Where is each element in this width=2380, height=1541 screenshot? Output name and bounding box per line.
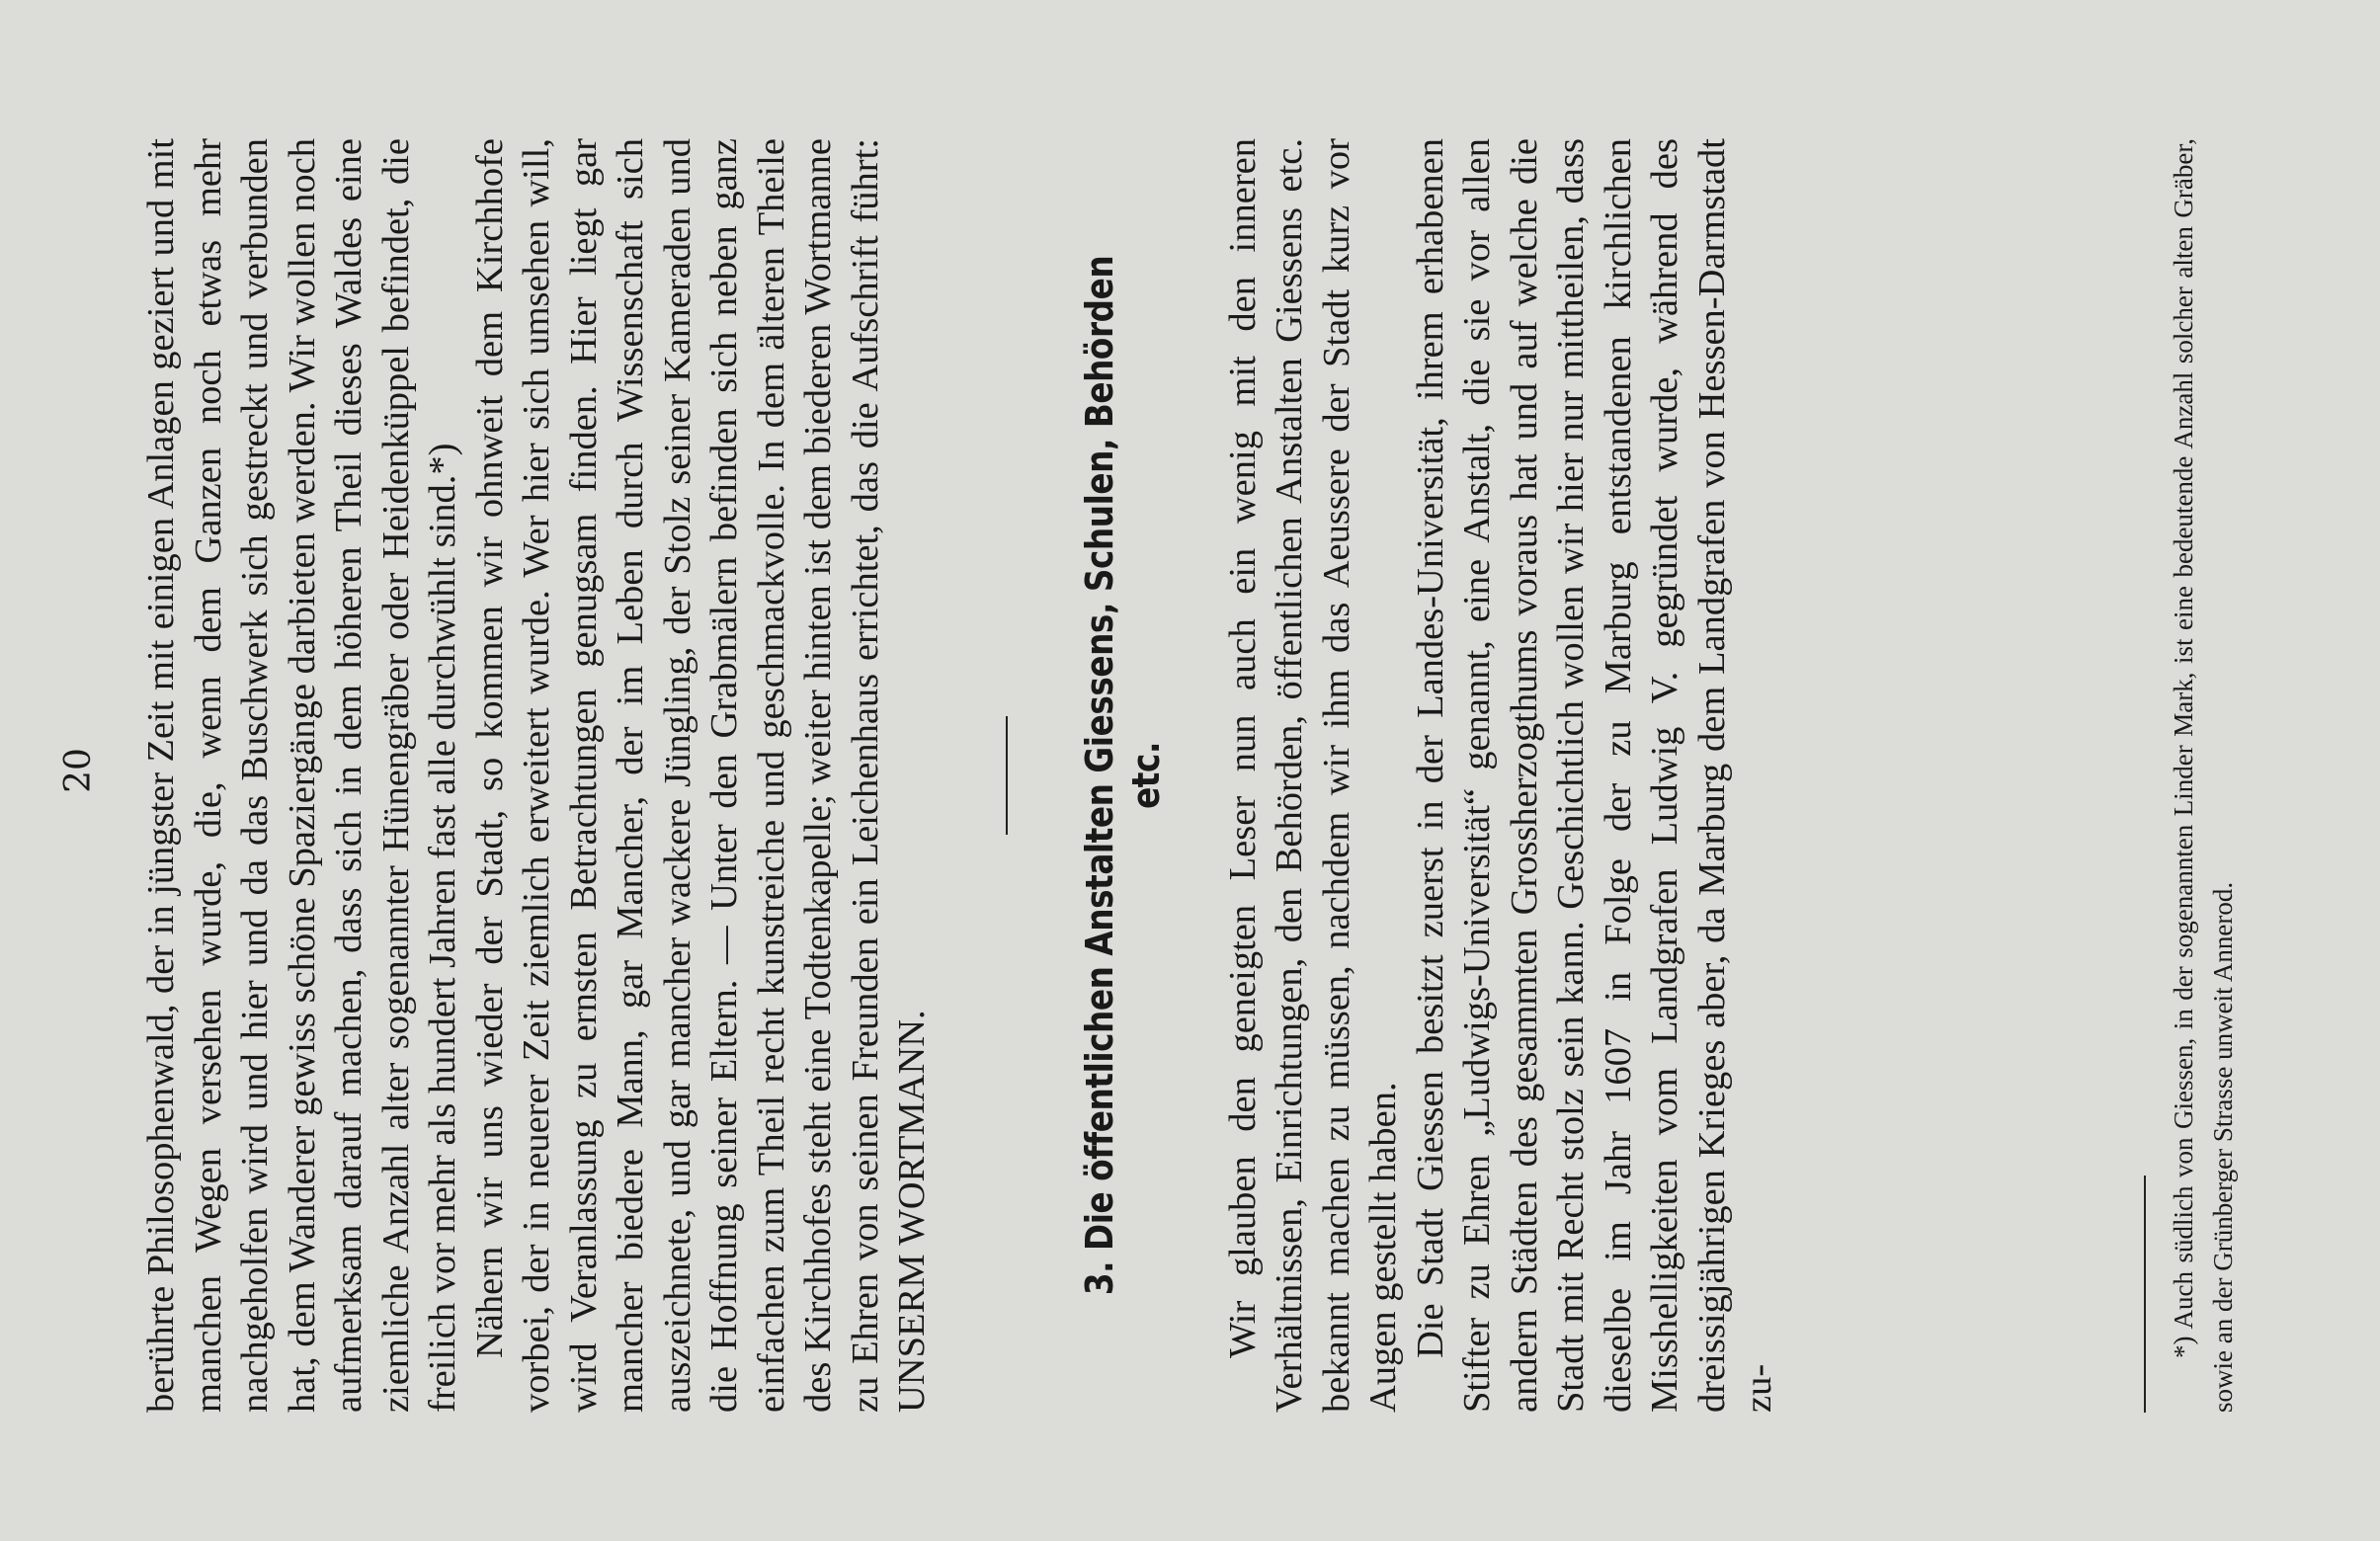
paragraph-philosophenwald: berührte Philosophenwald, der in jüngster Zeit mit einigen Anlagen geziert und mit manchen Wegen versehen wurde, die, wenn dem Ganzen noch etwas mehr nachgeholfen wird und hier und da das Buschwerk sich gestreckt und verbunden hat, dem Wanderer gewiss schöne Spaziergänge darbieten werden. Wir wollen noch aufmerksam darauf machen, dass sich in dem höheren Theil dieses Waldes eine ziemliche Anzahl alter sogenannter Hünengräber oder Heidenküppel befindet, die freilich vor mehr als hundert Jahren fast alle durchwühlt sind.*) [140, 138, 463, 1413]
paragraph-introduction: Wir glauben den geneigten Leser nun auch ein wenig mit den inneren Verhältnissen, Einrichtungen, den Behörden, öffentlichen Anstalten Giessens etc. bekannt machen zu müssen, nachdem wir ihm das Aeussere der Stadt kurz vor Augen gestellt haben. [1221, 138, 1404, 1413]
section-heading: 3. Die öffentlichen Anstalten Giessens, Schulen, Behörden etc. [1077, 255, 1168, 1296]
footnote-divider [2144, 1176, 2146, 1413]
page-body [138, 138, 1783, 1413]
section-divider [1006, 716, 1008, 835]
footnote-text: *) Auch südlich von Giessen, in der sogenannten Linder Mark, ist eine bedeutende Anzahl solcher alten Gräber, sowie an der Grünberger Strasse unweit Annerod. [2169, 138, 2238, 1413]
paragraph-kirchhof: Nähern wir uns wieder der Stadt, so kommen wir ohnweit dem Kirchhofe vorbei, der in neuerer Zeit ziemlich erweitert wurde. Wer hier sich umsehen will, wird Veranlassung zu ernsten Betrachtungen genugsam finden. Hier liegt gar mancher biedere Mann, gar Mancher, der im Leben durch Wissenschaft sich auszeichnete, und gar mancher wackere Jüngling, der Stolz seiner Kameraden und die Hoffnung seiner Eltern. — Unter den Grabmälern befinden sich neben ganz einfachen zum Theil recht kunstreiche und geschmackvolle. In dem älteren Theile des Kirchhofes steht eine Todtenkapelle; weiter hinten ist dem biederen Wortmanne zu Ehren von seinen Freunden ein Leichenhaus errichtet, das die Aufschrift führt: UNSERM WORTMANN. [468, 138, 933, 1413]
paragraph-universitaet: Die Stadt Giessen besitzt zuerst in der Landes-Universität, ihrem erhabenen Stifter zu Ehren „Ludwigs-Universität“ genannt, eine Anstalt, die sie vor allen andern Städten des gesammten Grossherzogthums voraus hat und auf welche die Stadt mit Recht stolz sein kann. Geschichtlich wollen wir hier nur mittheilen, dass dieselbe im Jahr 1607 in Folge der zu Marburg entstandenen kirchlichen Misshelligkeiten vom Landgrafen Ludwig V. gegründet wurde, während des dreissigjährigen Krieges aber, da Marburg dem Landgrafen von Hessen-Darmstadt zu- [1409, 138, 1779, 1413]
page-number: 20 [58, 748, 99, 793]
footnote [2164, 138, 2243, 1413]
